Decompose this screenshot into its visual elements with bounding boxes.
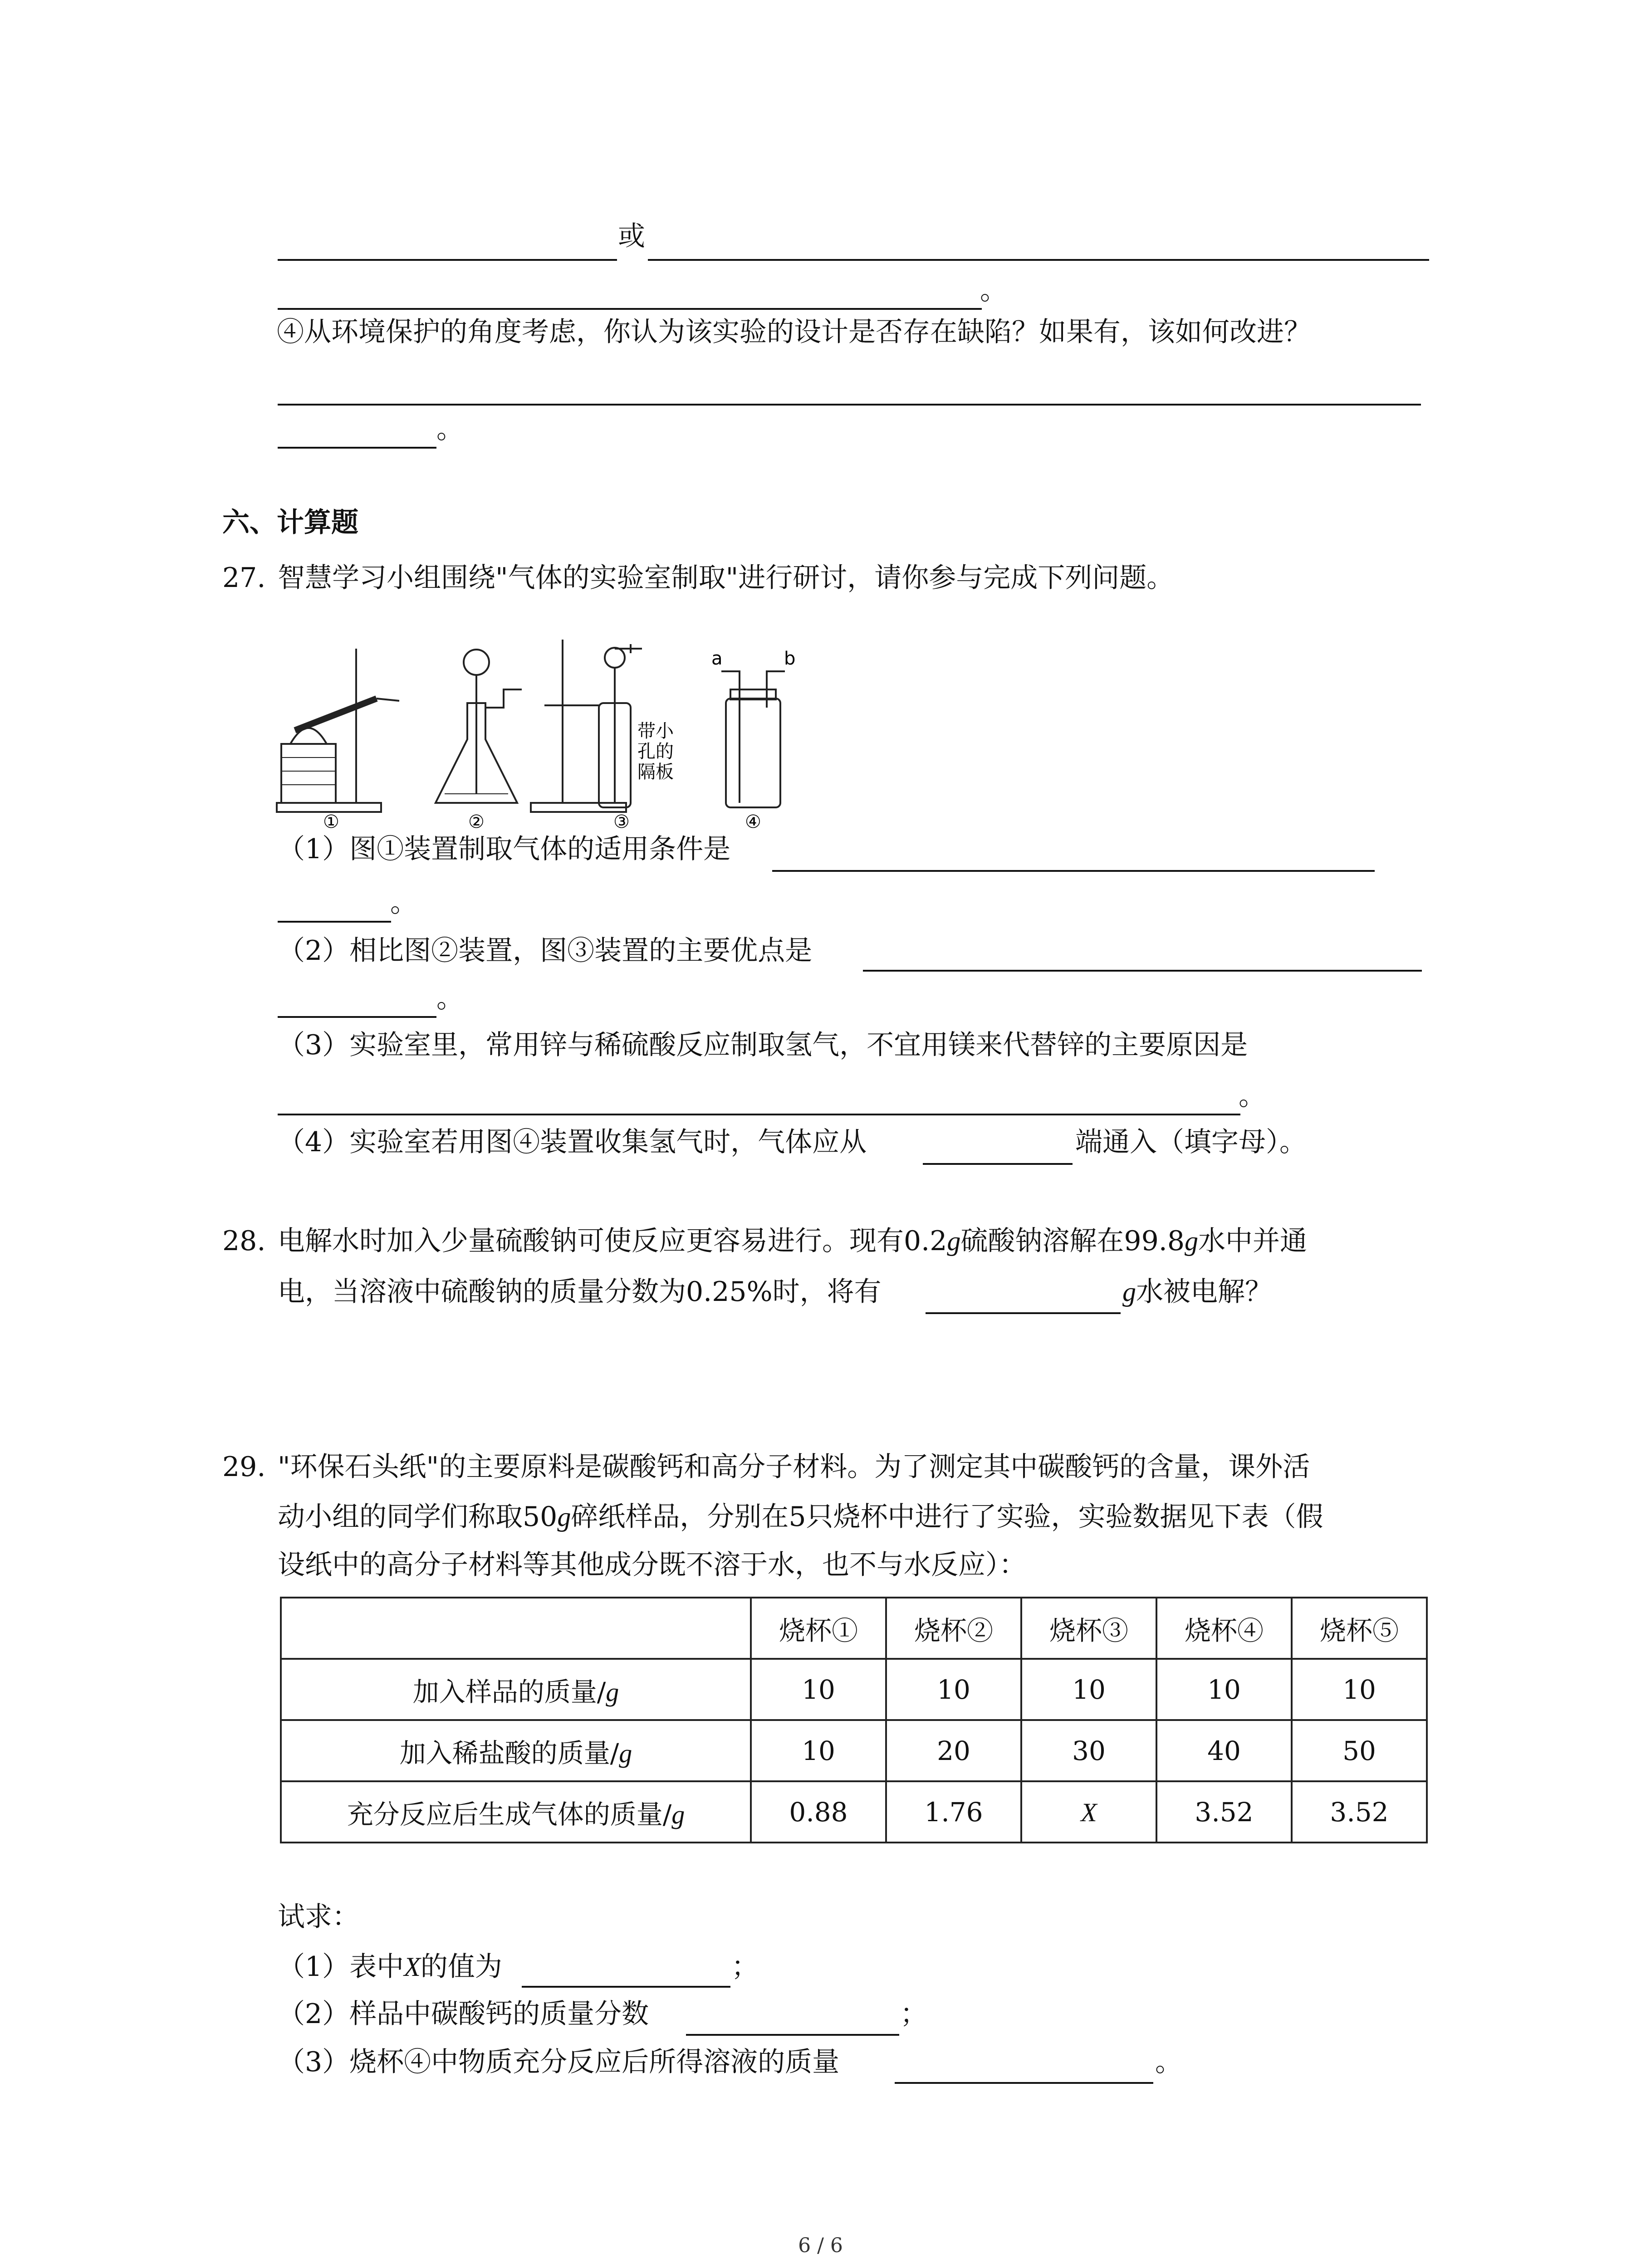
period: 。 [1239, 1080, 1266, 1112]
table-cell: 0.88 [751, 1781, 886, 1843]
table-row [281, 1781, 1427, 1843]
table-row [281, 1720, 1427, 1781]
ask-text: 试求： [278, 1901, 359, 1933]
table-cell: 40 [1156, 1720, 1292, 1781]
answer-blank[interactable] [278, 259, 617, 261]
q29-line3: 设纸中的高分子材料等其他成分既不溶于水，也不与水反应）： [278, 1549, 1026, 1581]
q29-line2: 动小组的同学们称取50g碎纸样品，分别在5只烧杯中进行了实验，实验数据见下表（假 [278, 1501, 1323, 1533]
period: 。 [1155, 2046, 1182, 2078]
q27-text: 智慧学习小组围绕"气体的实验室制取"进行研讨，请你参与完成下列问题。 [278, 562, 1174, 594]
q28-line1: 电解水时加入少量硫酸钠可使反应更容易进行。现有0.2g硫酸钠溶解在99.8g水中并通 [278, 1225, 1308, 1257]
table-cell: 20 [886, 1720, 1021, 1781]
figure-label-1: ① [323, 811, 339, 830]
q27-number: 27. [222, 562, 266, 594]
answer-blank[interactable] [863, 970, 1422, 972]
table-cell: X [1021, 1781, 1156, 1843]
plate-label-2: 孔的 [637, 741, 674, 762]
q29-sub3: （3）烧杯④中物质充分反应后所得溶液的质量 [278, 2046, 840, 2078]
row-label: 加入样品的质量/g [281, 1659, 751, 1720]
table-cell: 30 [1021, 1720, 1156, 1781]
lamp-block [281, 744, 336, 803]
answer-blank[interactable] [278, 308, 982, 310]
semicolon: ； [731, 1951, 759, 1983]
figure-label-3: ③ [613, 811, 630, 830]
page-number: 6 / 6 [798, 2234, 843, 2257]
table-row [281, 1659, 1427, 1720]
answer-blank[interactable] [278, 404, 1421, 406]
table-cell: 10 [886, 1659, 1021, 1720]
q29-number: 29. [222, 1451, 266, 1483]
figure-label-2: ② [468, 811, 485, 830]
answer-blank[interactable] [522, 1986, 730, 1988]
table-header-row [281, 1598, 1427, 1659]
semicolon: ； [900, 1998, 927, 2030]
table-cell: 10 [1021, 1659, 1156, 1720]
answer-blank[interactable] [278, 1114, 1240, 1115]
table-header-cell: 烧杯⑤ [1292, 1598, 1427, 1659]
table-header-cell: 烧杯④ [1156, 1598, 1292, 1659]
period: 。 [980, 274, 1007, 306]
q27-sub4-b: 端通入（填字母）。 [1075, 1126, 1307, 1158]
table-cell: 10 [1292, 1659, 1427, 1720]
or-text: 或 [618, 220, 645, 252]
answer-blank[interactable] [772, 870, 1375, 872]
tube-a-label: a [711, 648, 723, 669]
apparatus-figure [272, 640, 835, 830]
answer-blank[interactable] [926, 1312, 1121, 1314]
plate-label-1: 带小 [637, 721, 674, 742]
tube-b-label: b [784, 648, 796, 669]
q27-sub2: （2）相比图②装置，图③装置的主要优点是 [278, 935, 813, 967]
answer-blank[interactable] [278, 1016, 436, 1018]
q28-line2b: g水被电解？ [1122, 1276, 1272, 1308]
figure-label-4: ④ [745, 811, 761, 830]
table-header-cell: 烧杯② [886, 1598, 1021, 1659]
table-cell: 1.76 [886, 1781, 1021, 1843]
answer-blank[interactable] [648, 259, 1429, 261]
q27-sub1: （1）图①装置制取气体的适用条件是 [278, 833, 731, 865]
q28-number: 28. [222, 1225, 266, 1257]
row-label: 充分反应后生成气体的质量/g [281, 1781, 751, 1843]
answer-blank[interactable] [895, 2082, 1153, 2084]
q4-prompt: ④从环境保护的角度考虑，你认为该实验的设计是否存在缺陷？如果有，该如何改进？ [277, 316, 1311, 348]
period: 。 [436, 413, 464, 445]
period: 。 [390, 887, 417, 919]
table-header-cell: 烧杯③ [1021, 1598, 1156, 1659]
answer-blank[interactable] [278, 447, 436, 449]
row-label: 加入稀盐酸的质量/g [281, 1720, 751, 1781]
q27-sub3: （3）实验室里，常用锌与稀硫酸反应制取氢气，不宜用镁来代替锌的主要原因是 [278, 1029, 1248, 1061]
plate-label-3: 隔板 [637, 762, 674, 782]
q29-sub1: （1）表中X的值为 [278, 1951, 502, 1983]
q29-sub2: （2）样品中碳酸钙的质量分数 [278, 1998, 649, 2030]
table-cell: 10 [751, 1720, 886, 1781]
period: 。 [436, 982, 464, 1014]
table-cell: 3.52 [1156, 1781, 1292, 1843]
q29-line1: "环保石头纸"的主要原料是碳酸钙和高分子材料。为了测定其中碳酸钙的含量，课外活 [278, 1451, 1310, 1483]
q27-sub4-a: （4）实验室若用图④装置收集氢气时，气体应从 [278, 1126, 867, 1158]
table-header-cell: 烧杯① [751, 1598, 886, 1659]
data-table [280, 1597, 1428, 1843]
table-cell: 10 [751, 1659, 886, 1720]
table-cell: 10 [1156, 1659, 1292, 1720]
table-header-cell [281, 1598, 751, 1659]
section-title: 六、计算题 [222, 507, 358, 538]
q28-line2a: 电，当溶液中硫酸钠的质量分数为0.25%时，将有 [278, 1276, 882, 1308]
answer-blank[interactable] [686, 2034, 899, 2036]
answer-blank[interactable] [923, 1163, 1073, 1165]
table-cell: 50 [1292, 1720, 1427, 1781]
table-cell: 3.52 [1292, 1781, 1427, 1843]
answer-blank[interactable] [278, 921, 391, 923]
